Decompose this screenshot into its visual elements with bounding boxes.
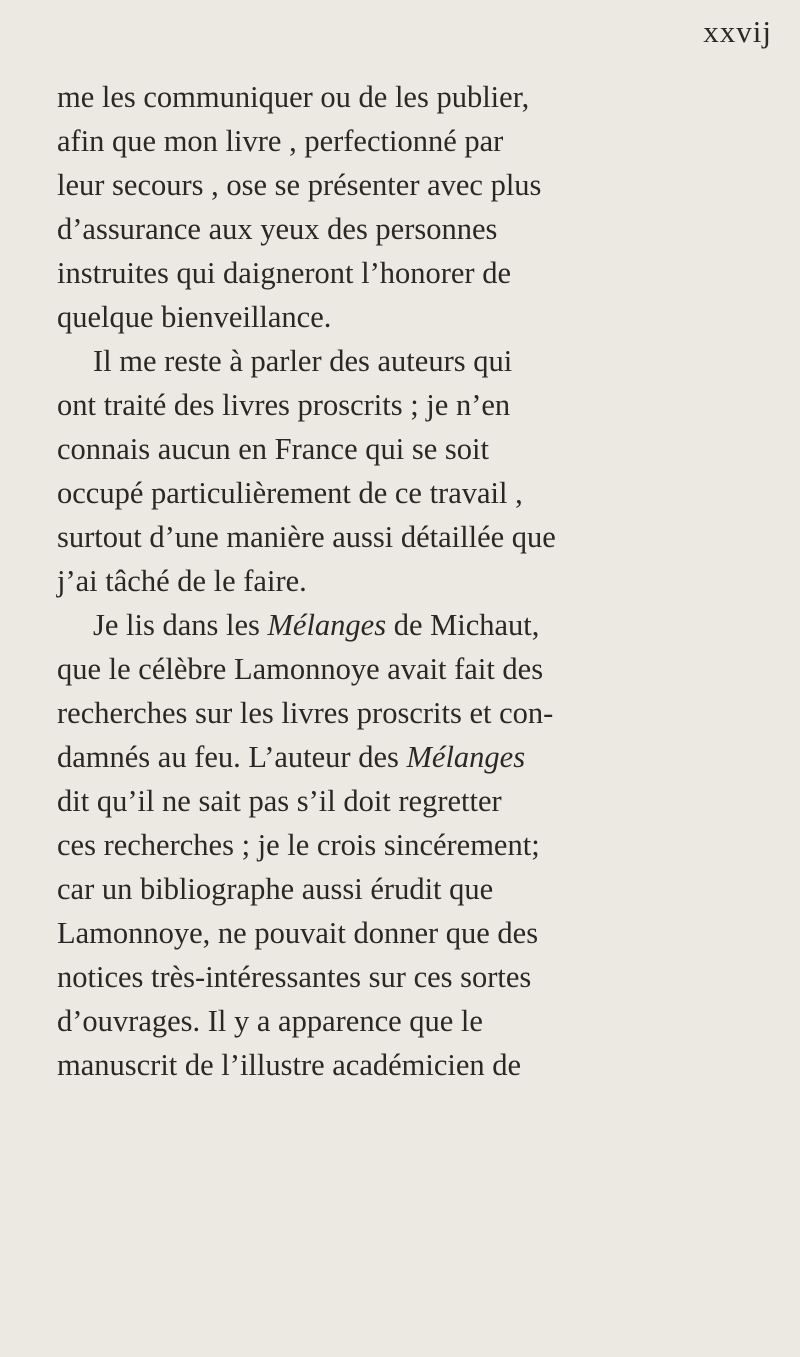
text-line-20: Lamonnoye, ne pouvait donner que des	[57, 916, 539, 950]
text-line-2: afin que mon livre , perfectionné par	[57, 124, 504, 158]
text-line-15: recherches sur les livres proscrits et con-	[57, 696, 554, 730]
text-line-11: surtout d’une manière aussi détaillée que	[57, 520, 556, 554]
text-line-10: occupé particulièrement de ce travail ,	[57, 476, 523, 510]
text-line-6: quelque bienveillance.	[57, 300, 332, 334]
text-line-8: ont traité des livres proscrits ; je n’en	[57, 388, 511, 422]
text-line-16-italic: Mélanges	[406, 740, 526, 774]
text-line-16-pre: damnés au feu. L’auteur des	[57, 740, 407, 774]
text-line-16	[57, 737, 525, 777]
text-line-9: connais aucun en France qui se soit	[57, 432, 489, 466]
text-line-22: d’ouvrages. Il y a apparence que le	[57, 1004, 483, 1038]
text-line-4: d’assurance aux yeux des personnes	[57, 212, 498, 246]
text-line-1: me les communiquer ou de les publier,	[57, 80, 530, 114]
text-line-5: instruites qui daigneront l’honorer de	[57, 256, 512, 290]
text-line-21: notices très-intéressantes sur ces sortes	[57, 960, 532, 994]
text-line-23: manuscrit de l’illustre académicien de	[57, 1048, 522, 1082]
text-line-13	[93, 605, 539, 645]
text-line-3: leur secours , ose se présenter avec plus	[57, 168, 542, 202]
text-line-13-italic: Mélanges	[267, 608, 387, 642]
text-line-7: Il me reste à parler des auteurs qui	[93, 344, 513, 378]
text-line-12: j’ai tâché de le faire.	[57, 564, 307, 598]
text-line-19: car un bibliographe aussi érudit que	[57, 872, 494, 906]
text-line-13-pre: Je lis dans les	[93, 608, 268, 642]
text-line-14: que le célèbre Lamonnoye avait fait des	[57, 652, 544, 686]
text-line-18: ces recherches ; je le crois sincérement;	[57, 828, 540, 862]
page-number: xxvij	[703, 14, 772, 49]
text-line-13-post: de Michaut,	[386, 608, 540, 642]
text-line-17: dit qu’il ne sait pas s’il doit regretter	[57, 784, 502, 818]
